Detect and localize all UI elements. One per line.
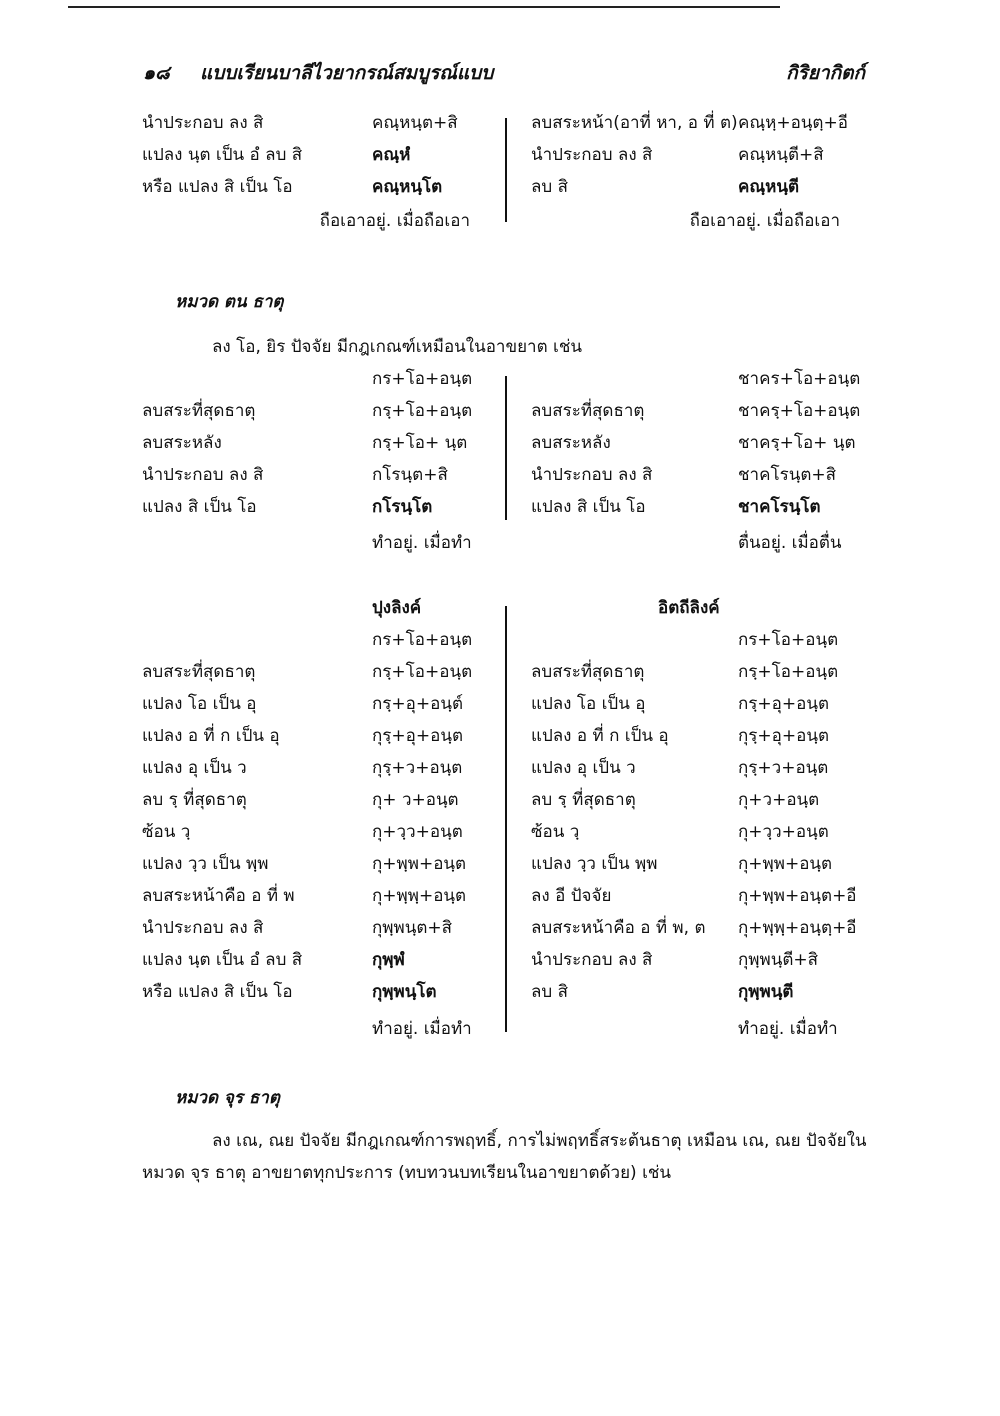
step-form: กุรฺ+ว+อนฺต [372,758,463,778]
step-form: กุ+พฺพฺ+อนฺตฺ+อี [738,918,857,938]
step-form: กุ+วฺว+อนฺต [372,822,463,842]
step-label: ลบสระที่สุดธาตุ [531,401,645,421]
step-form: กรฺ+โอ+ นฺต [372,433,468,453]
step-label: ลบสระหน้าคือ อ ที่ พ [142,886,295,906]
step-label: แปลง อ ที่ ก เป็น อุ [531,726,669,746]
step-form: กรฺ+โอ+อนฺต [372,662,473,682]
step-form: กุรฺ+อุ+อนฺต [738,726,829,746]
step-form: กุพฺพนฺตี [738,982,794,1002]
step-form: กุ+พฺพ+อนฺต+อี [738,886,857,906]
step-form: กุ+ว+อนฺต [738,790,820,810]
step-form: กโรนฺต+สิ [372,465,448,485]
step-label: ลบสระที่สุดธาตุ [531,662,645,682]
section-heading: หมวด ตน ธาตุ [175,292,284,312]
step-form: กุพฺพํ [372,950,405,970]
meaning-text: ทำอยู่. เมื่อทำ [372,533,472,553]
step-label: หรือ แปลง สิ เป็น โอ [142,177,293,197]
step-form: กรฺ+โอ+อนฺต [738,662,839,682]
gender-heading: อิตถีลิงค์ [658,598,720,618]
step-label: ลบสระหน้า(อาที่ หา, อ ที่ ต) [531,113,738,133]
step-label: แปลง สิ เป็น โอ [142,497,257,517]
step-label: ลบ รฺ ที่สุดธาตุ [531,790,636,810]
step-label: นำประกอบ ลง สิ [142,918,264,938]
step-label: ลบสระที่สุดธาตุ [142,662,256,682]
step-label: แปลง อุ เป็น ว [142,758,247,778]
step-label: แปลง สิ เป็น โอ [531,497,646,517]
step-form: กุพฺพนฺโต [372,982,437,1002]
step-form: กร+โอ+อนฺต [738,630,839,650]
step-form: คณฺหนฺโต [372,177,443,197]
step-label: แปลง โอ เป็น อุ [142,694,257,714]
step-label: ซ้อน วฺ [531,822,580,842]
column-divider [505,118,507,222]
step-form: กรฺ+โอ+อนฺต [372,401,473,421]
section-heading: หมวด จุร ธาตุ [175,1088,280,1108]
gender-heading: ปุงลิงค์ [372,598,422,618]
book-title: แบบเรียนบาลีไวยากรณ์สมบูรณ์แบบ [200,62,494,84]
step-form: กุรฺ+ว+อนฺต [738,758,829,778]
page-number: ๑๘ [143,62,170,84]
step-label: นำประกอบ ลง สิ [531,950,653,970]
top-rule [68,6,780,8]
meaning-text: ถือเอาอยู่. เมื่อถือเอา [319,211,470,231]
step-label: ลบสระหลัง [142,433,222,453]
step-label: แปลง โอ เป็น อุ [531,694,646,714]
step-label: แปลง อุ เป็น ว [531,758,636,778]
step-label: นำประกอบ ลง สิ [142,113,264,133]
column-divider [505,376,507,520]
step-form: กรฺ+อุ+อนฺต [738,694,829,714]
column-divider [505,606,507,1032]
step-label: หรือ แปลง สิ เป็น โอ [142,982,293,1002]
step-form: ชาครฺ+โอ+อนฺต [738,401,861,421]
step-label: แปลง อ ที่ ก เป็น อุ [142,726,280,746]
step-label: ลง อี ปัจจัย [531,886,612,906]
step-form: กโรนฺโต [372,497,433,517]
step-form: กรฺ+อุ+อนฺต์ [372,694,463,714]
step-form: กุ+พฺพ+อนฺต [738,854,833,874]
step-label: นำประกอบ ลง สิ [531,145,653,165]
step-label: นำประกอบ ลง สิ [531,465,653,485]
step-label: นำประกอบ ลง สิ [142,465,264,485]
step-form: ชาครฺ+โอ+ นฺต [738,433,856,453]
step-label: แปลง นฺต เป็น อํ ลบ สิ [142,145,303,165]
step-label: ลบสระที่สุดธาตุ [142,401,256,421]
step-form: กุ+พฺพฺ+อนฺต [372,886,467,906]
chapter-title: กิริยากิตก์ [786,62,865,84]
step-form: กร+โอ+อนฺต [372,369,473,389]
paragraph-line: หมวด จุร ธาตุ อาขยาตทุกประการ (ทบทวนบทเรียนในอาขยาตด้วย) เช่น [142,1163,672,1183]
step-form: คณฺหฺ+อนฺตฺ+อี [738,113,848,133]
step-label: ลบ สิ [531,177,568,197]
section-intro: ลง โอ, ยิร ปัจจัย มีกฎเกณฑ์เหมือนในอาขยาต เช่น [212,337,583,357]
step-form: ชาคโรนฺโต [738,497,821,517]
step-label: ลบ สิ [531,982,568,1002]
step-form: กุ+วฺว+อนฺต [738,822,829,842]
step-form: กร+โอ+อนฺต [372,630,473,650]
step-label: แปลง นฺต เป็น อํ ลบ สิ [142,950,303,970]
step-form: กุพฺพนฺตี+สิ [738,950,818,970]
step-form: กุรฺ+อุ+อนฺต [372,726,463,746]
step-label: แปลง วฺว เป็น พฺพ [531,854,658,874]
step-form: คณฺหนฺตี [738,177,800,197]
step-label: แปลง วฺว เป็น พฺพ [142,854,269,874]
meaning-text: ทำอยู่. เมื่อทำ [372,1019,472,1039]
paragraph-line: ลง เณ, ณย ปัจจัย มีกฎเกณฑ์การพฤทธิ์, การไม่พฤทธิ์สระต้นธาตุ เหมือน เณ, ณย ปัจจัยใน [212,1131,867,1151]
meaning-text: ถือเอาอยู่. เมื่อถือเอา [689,211,840,231]
step-label: ซ้อน วฺ [142,822,191,842]
step-form: ชาคร+โอ+อนฺต [738,369,861,389]
step-form: กุพฺพนฺต+สิ [372,918,452,938]
step-form: กุ+พฺพ+อนฺต [372,854,467,874]
step-form: กุ+ ว+อนฺต [372,790,459,810]
step-form: คณฺหนฺต+สิ [372,113,458,133]
step-form: คณฺหํ [372,145,411,165]
step-label: ลบสระหน้าคือ อ ที่ พ, ต [531,918,706,938]
step-form: ชาคโรนฺต+สิ [738,465,836,485]
step-form: คณฺหนฺตี+สิ [738,145,824,165]
step-label: ลบสระหลัง [531,433,611,453]
meaning-text: ตื่นอยู่. เมื่อตื่น [738,533,842,553]
meaning-text: ทำอยู่. เมื่อทำ [738,1019,838,1039]
step-label: ลบ รฺ ที่สุดธาตุ [142,790,247,810]
